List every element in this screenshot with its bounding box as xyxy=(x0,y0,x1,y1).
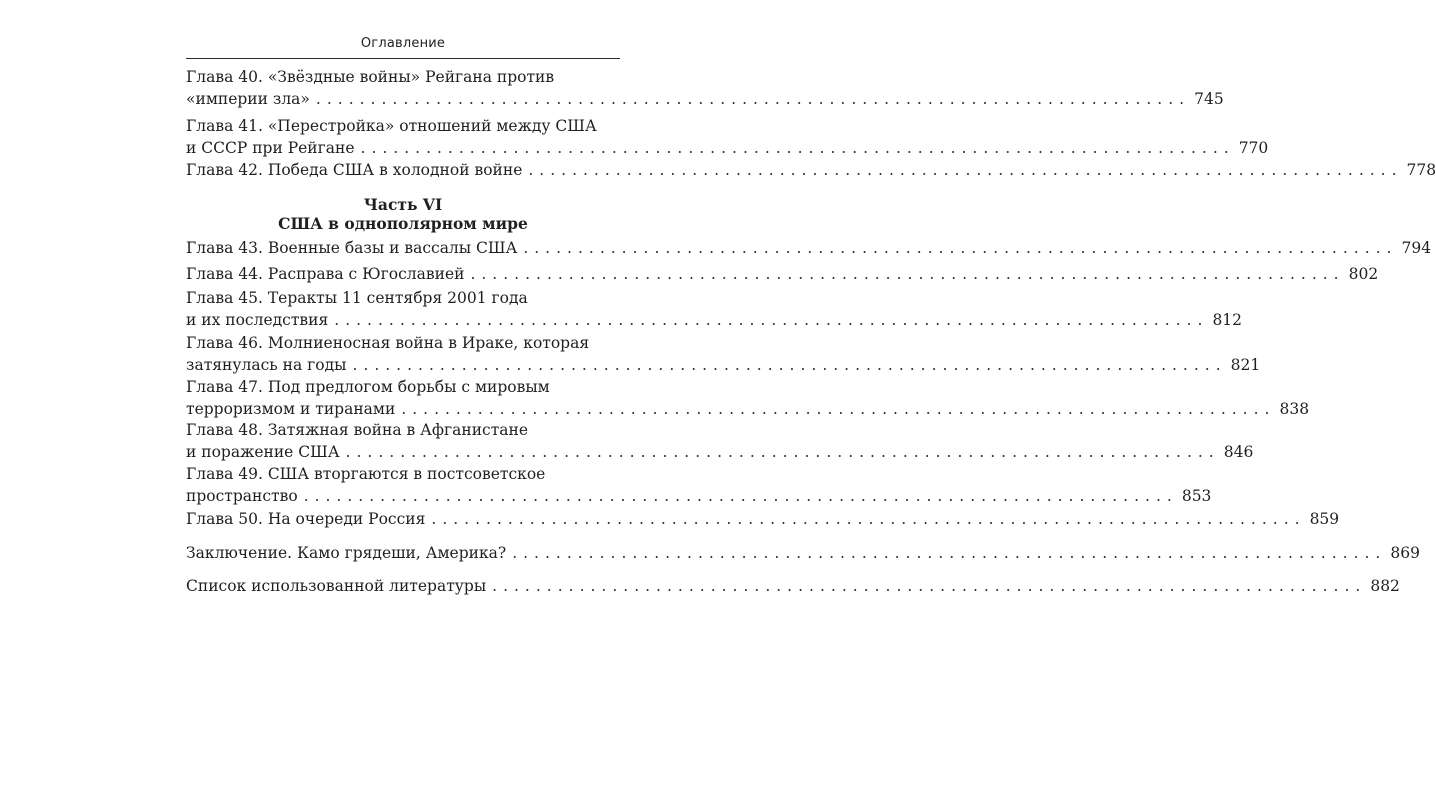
page-number: 846 xyxy=(1223,443,1254,461)
dot-leader: ................................................................................ xyxy=(528,161,1403,179)
entry-text: Глава 43. Военные базы и вассалы США xyxy=(186,239,518,257)
toc-entry-chapter-49[interactable] xyxy=(186,463,1212,507)
entry-text: Глава 46. Молниеносная война в Ираке, которая xyxy=(186,334,590,352)
page-number: 770 xyxy=(1238,139,1269,157)
toc-entry-chapter-45[interactable] xyxy=(186,287,1243,331)
entry-text: Глава 41. «Перестройка» отношений между США xyxy=(186,117,597,135)
dot-leader: ................................................................................ xyxy=(523,239,1398,257)
entry-text: Глава 48. Затяжная война в Афганистане xyxy=(186,421,529,439)
entry-text: затянулась на годы xyxy=(186,356,347,374)
entry-text: Заключение. Камо грядеши, Америка? xyxy=(186,544,507,562)
entry-text: Глава 49. США вторгаются в постсоветское xyxy=(186,465,546,483)
dot-leader: ................................................................................ xyxy=(334,311,1209,329)
page-number: 745 xyxy=(1194,90,1224,108)
dot-leader: ................................................................................ xyxy=(360,139,1235,157)
running-head: Оглавление xyxy=(360,36,446,51)
entry-text: и поражение США xyxy=(186,443,340,461)
entry-text: «империи зла» xyxy=(186,90,310,108)
header-rule xyxy=(186,58,620,59)
entry-text: Глава 50. На очереди Россия xyxy=(186,510,426,528)
part-title: США в однополярном мире xyxy=(278,214,528,233)
toc-entry-chapter-41[interactable] xyxy=(186,115,1269,159)
page-number: 838 xyxy=(1279,400,1310,418)
entry-text: и СССР при Рейгане xyxy=(186,139,355,157)
page-number: 802 xyxy=(1348,265,1379,283)
toc-entry-bibliography[interactable] xyxy=(186,575,1400,597)
toc-entry-chapter-40[interactable] xyxy=(186,66,1224,110)
page-number: 821 xyxy=(1230,356,1261,374)
entry-text: Глава 40. «Звёздные войны» Рейгана против xyxy=(186,68,555,86)
toc-entry-chapter-44[interactable] xyxy=(186,263,1379,285)
entry-text: и их последствия xyxy=(186,311,329,329)
toc-entry-chapter-48[interactable] xyxy=(186,419,1254,463)
page-number: 812 xyxy=(1212,311,1243,329)
toc-entry-chapter-43[interactable] xyxy=(186,237,1432,259)
page-number: 859 xyxy=(1309,510,1340,528)
page-number: 794 xyxy=(1401,239,1432,257)
entry-text: Глава 44. Расправа с Югославией xyxy=(186,265,465,283)
page-number: 778 xyxy=(1406,161,1436,179)
part-number: Часть VI xyxy=(363,195,443,214)
toc-entry-chapter-42[interactable] xyxy=(186,159,1436,181)
entry-text: Глава 42. Победа США в холодной войне xyxy=(186,161,523,179)
entry-text: Глава 45. Теракты 11 сентября 2001 года xyxy=(186,289,528,307)
toc-entry-chapter-46[interactable] xyxy=(186,332,1261,376)
page-number: 869 xyxy=(1390,544,1420,562)
entry-text: пространство xyxy=(186,487,298,505)
dot-leader: ................................................................................ xyxy=(315,90,1191,108)
dot-leader: ................................................................................ xyxy=(352,356,1227,374)
toc-entry-chapter-50[interactable] xyxy=(186,508,1340,530)
dot-leader: ................................................................................ xyxy=(431,510,1306,528)
page-number: 882 xyxy=(1370,577,1400,595)
toc-entry-conclusion[interactable] xyxy=(186,542,1420,564)
entry-text: Глава 47. Под предлогом борьбы с мировым xyxy=(186,378,550,396)
dot-leader: ................................................................................ xyxy=(401,400,1276,418)
dot-leader: ................................................................................ xyxy=(345,443,1220,461)
toc-entry-chapter-47[interactable] xyxy=(186,376,1310,420)
dot-leader: ................................................................................ xyxy=(470,265,1345,283)
dot-leader: ................................................................................ xyxy=(303,487,1178,505)
page-number: 853 xyxy=(1181,487,1212,505)
dot-leader: ................................................................................ xyxy=(492,577,1367,595)
dot-leader: ................................................................................ xyxy=(512,544,1387,562)
entry-text: Список использованной литературы xyxy=(186,577,487,595)
entry-text: терроризмом и тиранами xyxy=(186,400,396,418)
